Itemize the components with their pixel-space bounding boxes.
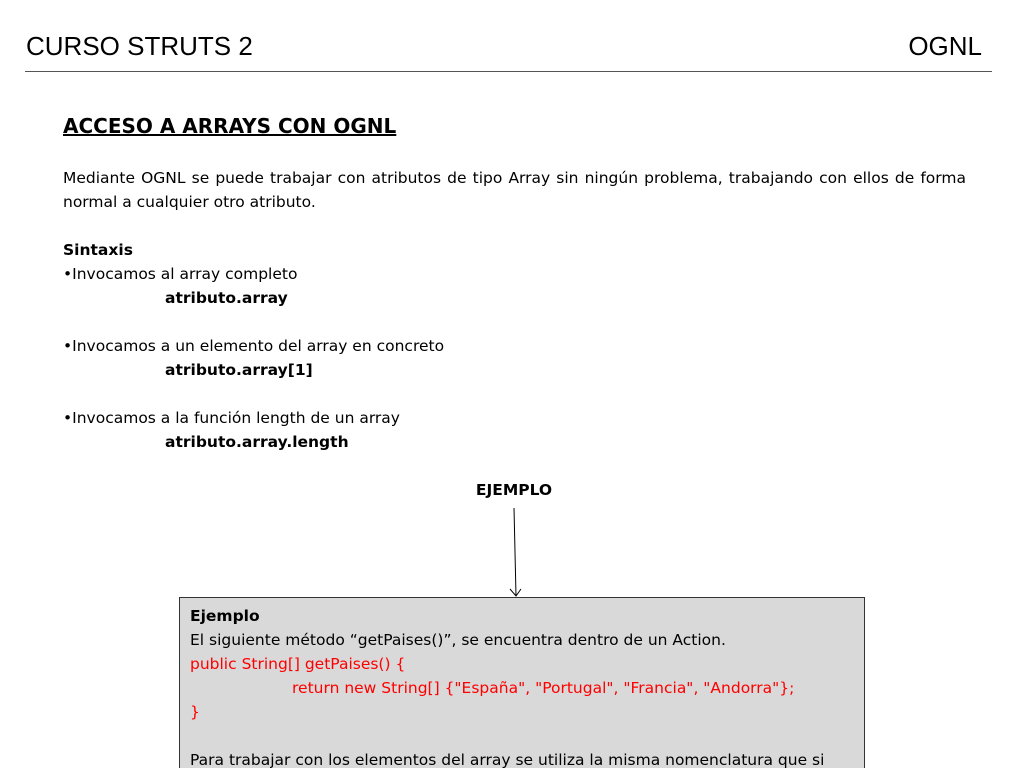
example-followup-text: Para trabajar con los elementos del array se utiliza la misma nomenclatura que si <box>190 751 825 768</box>
example-heading: Ejemplo <box>190 607 260 625</box>
slide-header-course: CURSO STRUTS 2 <box>26 31 253 61</box>
code-line: return new String[] {"España", "Portugal", "Francia", "Andorra"}; <box>292 679 795 697</box>
example-box <box>179 597 865 768</box>
syntax-item-code: atributo.array[1] <box>165 361 313 379</box>
intro-paragraph: Mediante OGNL se puede trabajar con atributos de tipo Array sin ningún problema, trabajando con ellos de forma normal a cualquier otro atributo. <box>63 169 966 211</box>
header-divider <box>25 71 992 72</box>
slide-content <box>63 112 966 454</box>
syntax-item-label: •Invocamos a un elemento del array en concreto <box>63 337 445 355</box>
code-line: } <box>190 703 200 721</box>
syntax-heading: Sintaxis <box>63 241 133 259</box>
syntax-item-code: atributo.array <box>165 289 288 307</box>
down-arrow-icon <box>505 508 525 600</box>
syntax-item-label: •Invocamos al array completo <box>63 265 298 283</box>
spacer <box>190 724 854 748</box>
syntax-item-code: atributo.array.length <box>165 433 349 451</box>
slide-header-topic: OGNL <box>908 31 982 61</box>
spacer <box>63 382 966 406</box>
code-line: public String[] getPaises() { <box>190 655 406 673</box>
example-label: EJEMPLO <box>475 481 553 499</box>
syntax-item-label: •Invocamos a la función length de un array <box>63 409 400 427</box>
example-description: El siguiente método “getPaises()”, se encuentra dentro de un Action. <box>190 631 726 649</box>
section-title: ACCESO A ARRAYS CON OGNL <box>63 114 397 138</box>
spacer <box>63 310 966 334</box>
